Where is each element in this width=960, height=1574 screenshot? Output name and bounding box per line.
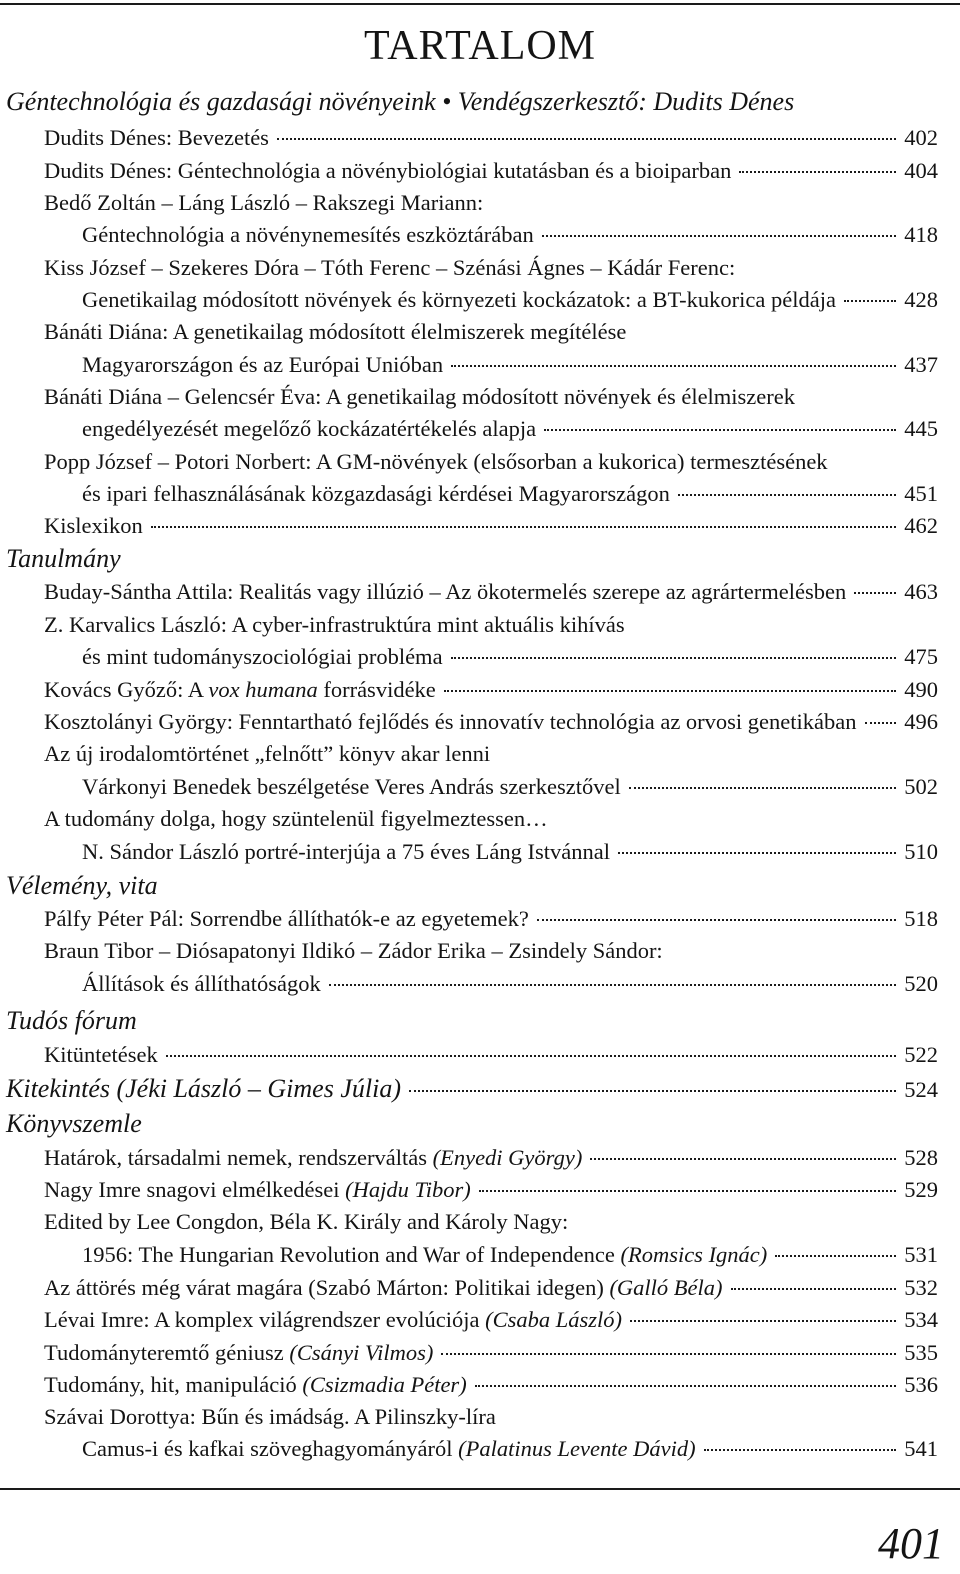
toc-entry-heading xyxy=(44,252,735,284)
toc-entry-heading xyxy=(44,1401,496,1433)
dot-leader xyxy=(451,657,896,659)
toc-entry[interactable] xyxy=(44,122,938,154)
dot-leader xyxy=(441,1353,896,1355)
toc-entry[interactable] xyxy=(44,510,938,542)
entry-title: Z. Karvalics László: A cyber-infrastruktúra mint aktuális kihívás xyxy=(44,612,625,637)
page-number-ref: 428 xyxy=(904,287,938,312)
toc-entry-heading xyxy=(44,381,795,413)
entry-text xyxy=(44,1369,467,1401)
entry-title: Popp József – Potori Norbert: A GM-növények (elsősorban a kukorica) termesztésének xyxy=(44,449,828,474)
entry-text xyxy=(44,738,490,770)
entry-text xyxy=(44,1272,723,1304)
entry-title: Genetikailag módosított növények és környezeti kockázatok: a BT-kukorica példája xyxy=(82,287,836,312)
page-number-ref: 522 xyxy=(904,1042,938,1067)
page-number-ref: 437 xyxy=(904,352,938,377)
page-number-ref: 490 xyxy=(904,677,938,702)
page-number-ref: 463 xyxy=(904,579,938,604)
entry-text xyxy=(44,609,625,641)
entry-title: Határok, társadalmi nemek, rendszerváltás xyxy=(44,1145,433,1170)
entry-title: Magyarországon és az Európai Unióban xyxy=(82,352,444,377)
entry-title: Edited by Lee Congdon, Béla K. Király and Károly Nagy: xyxy=(44,1209,569,1234)
entry-text xyxy=(44,187,483,219)
dot-leader xyxy=(731,1288,896,1290)
entry-text xyxy=(44,1174,471,1206)
page-number: 401 xyxy=(878,1519,944,1568)
entry-italic-text: (Romsics Ignác) xyxy=(620,1242,768,1267)
entry-text xyxy=(44,155,731,187)
toc-entry-heading xyxy=(44,446,828,478)
entry-title: Tudomány, hit, manipuláció xyxy=(44,1372,303,1397)
page-number-ref: 462 xyxy=(904,513,938,538)
section-heading: Tanulmány xyxy=(6,544,121,573)
toc-entry-heading xyxy=(44,609,625,641)
entry-title: Lévai Imre: A komplex világrendszer evolúciója xyxy=(44,1307,486,1332)
toc-entry[interactable] xyxy=(44,1369,938,1401)
dot-leader xyxy=(704,1449,896,1451)
toc-entry[interactable] xyxy=(44,1174,938,1206)
toc-entry[interactable] xyxy=(44,903,938,935)
page-number-ref: 451 xyxy=(904,481,938,506)
entry-title: Buday-Sántha Attila: Realitás vagy illúzió – Az ökotermelés szerepe az agrártermelésben xyxy=(44,579,847,604)
entry-text xyxy=(44,576,846,608)
bottom-rule xyxy=(0,1488,960,1490)
page-number-ref: 536 xyxy=(904,1372,938,1397)
page-number-ref: 518 xyxy=(904,906,938,931)
entry-title: Tudományteremtő géniusz xyxy=(44,1340,290,1365)
toc-entry[interactable] xyxy=(82,413,938,445)
entry-title: Kislexikon xyxy=(44,513,143,538)
dot-leader xyxy=(475,1385,896,1387)
toc-entry[interactable] xyxy=(44,1272,938,1304)
entry-title: Kitüntetések xyxy=(44,1042,158,1067)
entry-text xyxy=(82,478,670,510)
page-number-ref: 541 xyxy=(904,1436,938,1461)
page-number-ref: 475 xyxy=(904,644,938,669)
toc-entry[interactable] xyxy=(82,219,938,251)
entry-text xyxy=(82,836,610,868)
toc-entry-heading xyxy=(44,187,483,219)
entry-text xyxy=(44,706,857,738)
section-heading: Vélemény, vita xyxy=(6,871,158,900)
page-number-ref: 524 xyxy=(904,1077,938,1102)
page-number-ref: 520 xyxy=(904,971,938,996)
dot-leader xyxy=(844,300,896,302)
entry-italic-text: vox humana xyxy=(208,677,318,702)
dot-leader xyxy=(629,787,896,789)
entry-text xyxy=(44,1039,158,1071)
dot-leader xyxy=(854,592,896,594)
entry-title: Pálfy Péter Pál: Sorrendbe állíthatók-e az egyetemek? xyxy=(44,906,529,931)
dot-leader xyxy=(865,722,896,724)
entry-text xyxy=(82,771,621,803)
entry-title: Camus-i és kafkai szöveghagyományáról xyxy=(82,1436,459,1461)
toc-entry[interactable] xyxy=(82,641,938,673)
toc-entry[interactable] xyxy=(82,1239,938,1271)
entry-title: Az új irodalomtörténet „felnőtt” könyv akar lenni xyxy=(44,741,491,766)
dot-leader xyxy=(618,852,896,854)
entry-text xyxy=(82,413,536,445)
dot-leader xyxy=(542,235,896,237)
page-title: TARTALOM xyxy=(363,23,597,69)
dot-leader xyxy=(409,1090,896,1092)
toc-entry-heading xyxy=(44,803,548,835)
toc-entry[interactable] xyxy=(44,706,938,738)
entry-text xyxy=(82,1239,767,1271)
toc-entry[interactable] xyxy=(82,836,938,868)
page-number-ref: 535 xyxy=(904,1340,938,1365)
entry-title: 1956: The Hungarian Revolution and War of Independence xyxy=(82,1242,621,1267)
dot-leader xyxy=(678,494,896,496)
dot-leader xyxy=(544,429,896,431)
entry-text xyxy=(82,219,534,251)
toc-entry[interactable] xyxy=(82,968,938,1000)
entry-title: Bedő Zoltán – Láng László – Rakszegi Mariann: xyxy=(44,190,484,215)
toc-section-row[interactable] xyxy=(6,1073,938,1105)
dot-leader xyxy=(444,690,896,692)
entry-title: A tudomány dolga, hogy szüntelenül figyelmeztessen… xyxy=(44,806,548,831)
toc-entry-heading xyxy=(44,738,490,770)
entry-title: Dudits Dénes: Bevezetés xyxy=(44,125,269,150)
dot-leader xyxy=(739,171,896,173)
entry-text xyxy=(44,1304,622,1336)
entry-title: Nagy Imre snagovi elmélkedései xyxy=(44,1177,346,1202)
entry-text xyxy=(82,641,443,673)
entry-italic-text: (Csizmadia Péter) xyxy=(302,1372,467,1397)
page-number-ref: 534 xyxy=(904,1307,938,1332)
entry-text xyxy=(44,1401,496,1433)
dot-leader xyxy=(451,365,896,367)
section-heading: Tudós fórum xyxy=(6,1006,137,1035)
page-number-ref: 502 xyxy=(904,774,938,799)
entry-text xyxy=(44,316,626,348)
toc-entry[interactable] xyxy=(82,349,938,381)
entry-italic-text: (Galló Béla) xyxy=(609,1275,723,1300)
page-number-ref: 404 xyxy=(904,158,938,183)
entry-text xyxy=(44,446,828,478)
toc-entry-heading xyxy=(44,316,626,348)
toc-entry[interactable] xyxy=(82,771,938,803)
section-heading: Géntechnológia és gazdasági növényeink • Vendégszerkesztő: Dudits Dénes xyxy=(6,87,795,116)
entry-title: és ipari felhasználásának közgazdasági kérdései Magyarországon xyxy=(82,481,670,506)
toc-entry-heading xyxy=(44,1206,568,1238)
dot-leader xyxy=(537,919,896,921)
dot-leader xyxy=(151,526,896,528)
entry-title: Állítások és állíthatóságok xyxy=(82,971,321,996)
toc-entry[interactable] xyxy=(44,1337,938,1369)
toc-entry[interactable] xyxy=(44,1039,938,1071)
page-number-ref: 418 xyxy=(904,222,938,247)
dot-leader xyxy=(166,1055,896,1057)
dot-leader xyxy=(590,1158,896,1160)
page-number-ref: 528 xyxy=(904,1145,938,1170)
page-number-ref: 510 xyxy=(904,839,938,864)
dot-leader xyxy=(277,138,896,140)
entry-text xyxy=(44,1337,433,1369)
toc-entry[interactable] xyxy=(82,478,938,510)
entry-title: Az áttörés még várat magára (Szabó Márton: Politikai idegen) xyxy=(44,1275,610,1300)
entry-text xyxy=(82,349,443,381)
entry-text xyxy=(44,510,143,542)
entry-title: Géntechnológia a növénynemesítés eszköztárában xyxy=(82,222,534,247)
dot-leader xyxy=(775,1255,896,1257)
toc-entry[interactable] xyxy=(44,1304,938,1336)
entry-title-suffix: forrásvidéke xyxy=(317,677,436,702)
dot-leader xyxy=(329,984,896,986)
page-number-ref: 445 xyxy=(904,416,938,441)
entry-text xyxy=(82,1433,696,1465)
top-rule xyxy=(0,3,960,5)
entry-title: Kiss József – Szekeres Dóra – Tóth Ferenc – Szénási Ágnes – Kádár Ferenc: xyxy=(44,255,736,280)
toc-entry-heading xyxy=(44,935,663,967)
page-number-ref: 532 xyxy=(904,1275,938,1300)
page-number-ref: 496 xyxy=(904,709,938,734)
entry-italic-text: (Hajdu Tibor) xyxy=(345,1177,471,1202)
entry-title: Bánáti Diána – Gelencsér Éva: A genetikailag módosított növények és élelmiszerek xyxy=(44,384,796,409)
entry-title: Kosztolányi György: Fenntartható fejlődés és innovatív technológia az orvosi genetikában xyxy=(44,709,857,734)
entry-text xyxy=(82,968,321,1000)
entry-italic-text: (Palatinus Levente Dávid) xyxy=(458,1436,696,1461)
entry-text xyxy=(44,1142,582,1174)
entry-title: és mint tudományszociológiai probléma xyxy=(82,644,443,669)
entry-text xyxy=(44,1206,568,1238)
entry-italic-text: (Csaba László) xyxy=(485,1307,623,1332)
toc-entry[interactable] xyxy=(44,155,938,187)
toc-entry[interactable] xyxy=(82,284,938,316)
entry-text xyxy=(82,284,836,316)
toc-entry[interactable] xyxy=(44,576,938,608)
section-title: Kitekintés (Jéki László – Gimes Júlia) xyxy=(6,1074,401,1103)
entry-title: Bánáti Diána: A genetikailag módosított élelmiszerek megítélése xyxy=(44,319,627,344)
entry-text xyxy=(44,674,436,706)
entry-text xyxy=(44,252,735,284)
entry-title: Szávai Dorottya: Bűn és imádság. A Pilinszky-líra xyxy=(44,1404,496,1429)
entry-text xyxy=(44,122,269,154)
page-number-ref: 402 xyxy=(904,125,938,150)
entry-title: N. Sándor László portré-interjúja a 75 éves Láng Istvánnal xyxy=(82,839,610,864)
toc-entry[interactable] xyxy=(44,1142,938,1174)
section-heading: Könyvszemle xyxy=(6,1109,142,1138)
entry-title: engedélyezését megelőző kockázatértékelés alapja xyxy=(82,416,537,441)
entry-title: Braun Tibor – Diósapatonyi Ildikó – Zádor Erika – Zsindely Sándor: xyxy=(44,938,663,963)
entry-title: Dudits Dénes: Géntechnológia a növénybiológiai kutatásban és a bioiparban xyxy=(44,158,732,183)
entry-italic-text: (Enyedi György) xyxy=(432,1145,583,1170)
entry-title: Kovács Győző: A xyxy=(44,677,209,702)
entry-text xyxy=(44,903,529,935)
entry-text xyxy=(44,381,795,413)
toc-entry[interactable] xyxy=(44,674,938,706)
dot-leader xyxy=(630,1320,896,1322)
toc-entry[interactable] xyxy=(82,1433,938,1465)
page-number-ref: 531 xyxy=(904,1242,938,1267)
entry-text xyxy=(44,935,663,967)
entry-title: Várkonyi Benedek beszélgetése Veres András szerkesztővel xyxy=(82,774,621,799)
entry-text xyxy=(44,803,548,835)
entry-italic-text: (Csányi Vilmos) xyxy=(289,1340,434,1365)
page-number-ref: 529 xyxy=(904,1177,938,1202)
dot-leader xyxy=(479,1190,896,1192)
